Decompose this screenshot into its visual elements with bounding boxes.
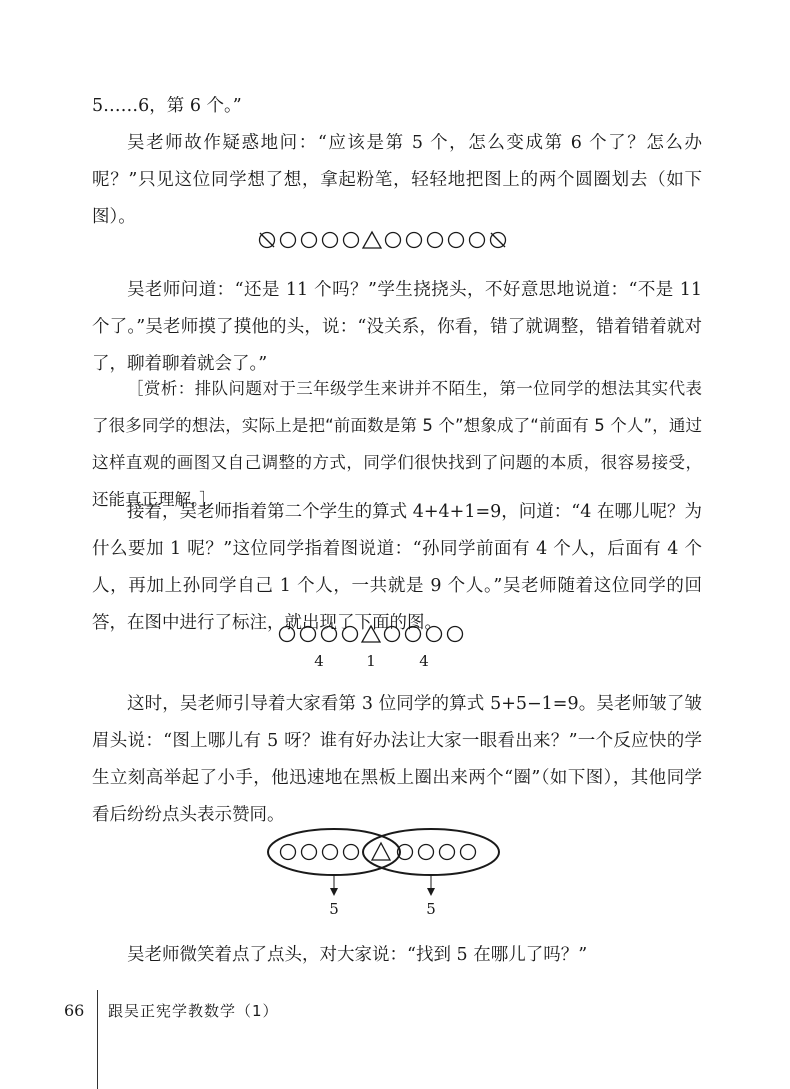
circle-icon xyxy=(280,627,295,642)
paragraph-5: 这时，吴老师引导着大家看第 3 位同学的算式 5+5−1=9。吴老师皱了皱眉头说：“图上哪儿有 5 呀？谁有好办法让大家一眼看出来？”一个反应快的学生立刻高举起了小手，他迅速地在黑板上圈出来两个“圈”（如下图），其他同学看后纷纷点头表示赞同。 xyxy=(92,694,702,825)
circle-icon xyxy=(301,627,316,642)
circle-icon xyxy=(385,627,400,642)
label-front-count: 4 xyxy=(314,652,324,670)
right-group-ellipse xyxy=(363,829,499,875)
paragraph-4: 接着，吴老师指着第二个学生的算式 4+4+1=9，问道：“4 在哪儿呢？为什么要加 1 呢？”这位同学指着图说道：“孙同学前面有 4 个人，后面有 4 个人，再加上孙同学自己 1 个人，一共就是 9 个人。”吴老师随着这位同学的回答，在图中进行了标注，就出现了下面的图。 xyxy=(92,502,702,633)
footer-divider xyxy=(97,990,98,1089)
figure-two-groups xyxy=(266,826,516,916)
label-left-five: 5 xyxy=(329,900,339,916)
circle-icon xyxy=(419,845,434,860)
circle-icon xyxy=(302,233,317,248)
appreciation-note: ［赏析：排队问题对于三年级学生来讲并不陌生，第一位同学的想法其实代表了很多同学的想法，实际上是把“前面数是第 5 个”想象成了“前面有 5 个人”，通过这样直观的画图又自己调整的方式，同学们很快找到了问题的本质，很容易接受，还能真正理解。］ xyxy=(92,379,702,509)
circle-icon xyxy=(323,845,338,860)
paragraph-1: 5……6，第 6 个。” xyxy=(92,96,242,116)
circle-icon xyxy=(461,845,476,860)
figure-labeled-queue xyxy=(278,624,498,674)
triangle-icon xyxy=(362,626,380,642)
circle-icon xyxy=(407,233,422,248)
arrow-down-icon xyxy=(427,888,435,896)
page-number: 66 xyxy=(64,1001,85,1020)
circle-icon xyxy=(281,233,296,248)
circle-icon xyxy=(323,233,338,248)
circle-icon xyxy=(344,845,359,860)
circle-icon xyxy=(302,845,317,860)
circle-icon xyxy=(406,627,421,642)
paragraph-3: 吴老师问道：“还是 11 个吗？”学生挠挠头，不好意思地说道：“不是 11 个了。”吴老师摸了摸他的头，说：“没关系，你看，错了就调整，错着错着就对了，聊着聊着就会了。” xyxy=(92,280,702,374)
circle-icon xyxy=(440,845,455,860)
label-self-count: 1 xyxy=(366,652,376,670)
paragraph-2: 吴老师故作疑惑地问：“应该是第 5 个，怎么变成第 6 个了？怎么办呢？”只见这位同学想了想，拿起粉笔，轻轻地把图上的两个圆圈划去（如下图）。 xyxy=(92,133,702,227)
triangle-icon xyxy=(363,232,381,248)
circle-icon xyxy=(449,233,464,248)
crossed-circle-icon xyxy=(491,233,506,248)
arrow-down-icon xyxy=(330,888,338,896)
circle-icon xyxy=(428,233,443,248)
crossed-circle-icon xyxy=(260,233,275,248)
circle-icon xyxy=(322,627,337,642)
circle-icon xyxy=(386,233,401,248)
circle-icon xyxy=(427,627,442,642)
label-back-count: 4 xyxy=(419,652,429,670)
circle-icon xyxy=(343,627,358,642)
circle-icon xyxy=(281,845,296,860)
circle-icon xyxy=(470,233,485,248)
triangle-icon xyxy=(372,843,390,860)
figure-crossed-circles xyxy=(258,228,518,252)
label-right-five: 5 xyxy=(426,900,436,916)
book-title: 跟吴正宪学教数学（1） xyxy=(108,1002,279,1020)
circle-icon xyxy=(344,233,359,248)
paragraph-6: 吴老师微笑着点了点头，对大家说：“找到 5 在哪儿了吗？” xyxy=(127,945,588,965)
circle-icon xyxy=(448,627,463,642)
